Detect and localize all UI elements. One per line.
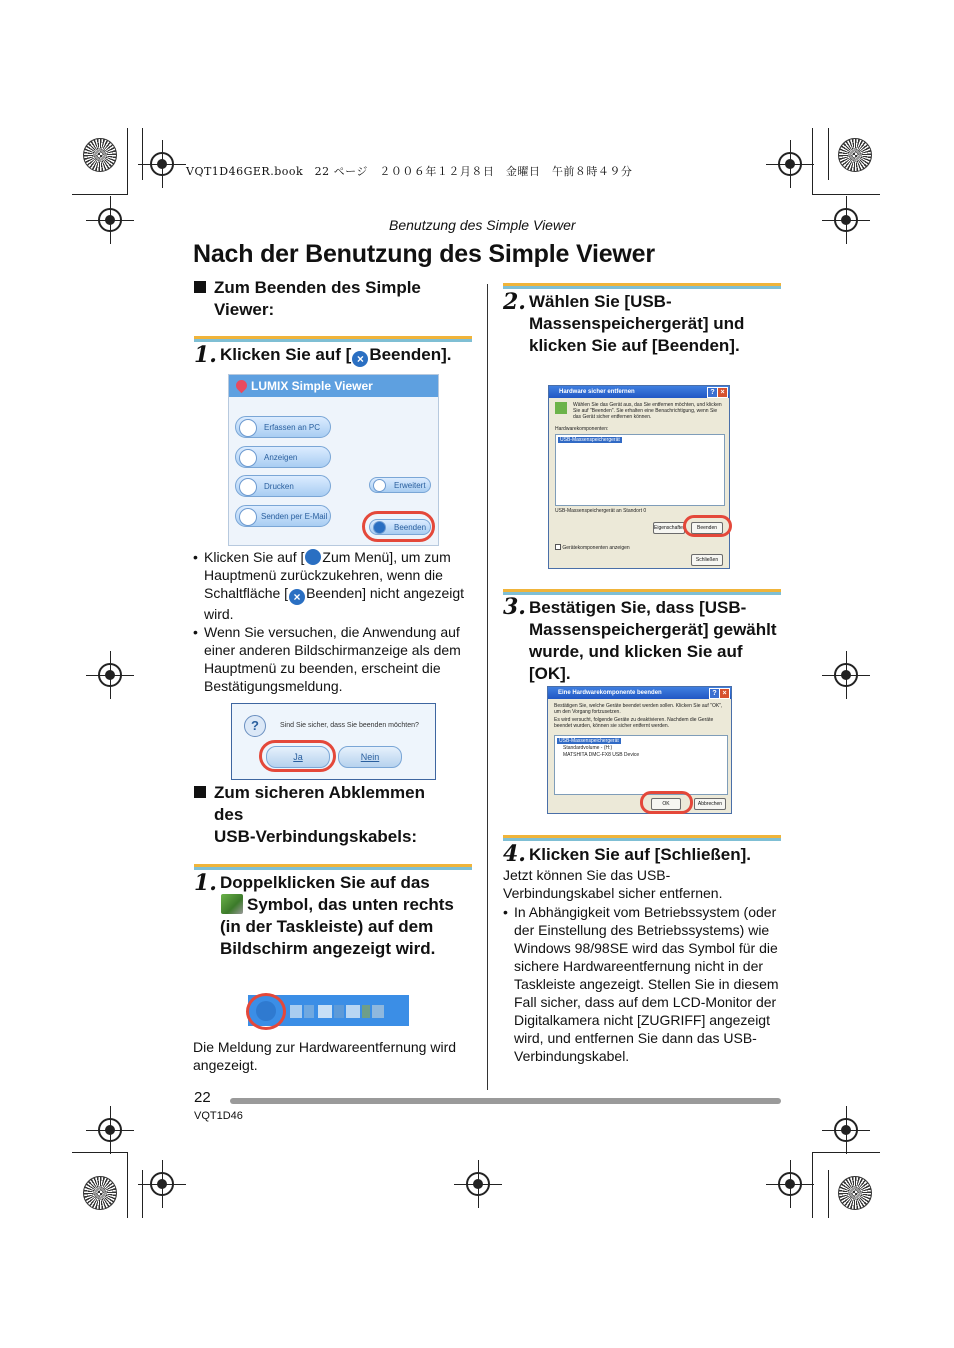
list-item-usb-storage[interactable]: USB-Massenspeichergerät <box>560 437 620 443</box>
view-button[interactable]: Anzeigen <box>235 446 331 468</box>
paper-plane-icon <box>239 508 257 526</box>
section-heading-usb: Zum sicheren Abklemmen des USB-Verbindungskabels: <box>194 782 464 848</box>
registration-mark-icon <box>834 1118 858 1142</box>
tree-item[interactable]: USB-Massenspeichergerät <box>559 738 619 744</box>
safely-remove-dialog <box>548 385 730 569</box>
help-button[interactable]: ? <box>709 688 720 699</box>
properties-button[interactable]: Eigenschaften <box>653 522 685 534</box>
no-button[interactable]: Nein <box>338 746 402 768</box>
images-icon <box>239 449 257 467</box>
step-3-instruction: Bestätigen Sie, dass [USB-Massenspeichergerät] gewählt wurde, und klicken Sie auf [OK]. <box>529 598 777 683</box>
registration-mark-icon <box>150 1172 174 1196</box>
step-number: 3. <box>503 594 526 620</box>
section-rule <box>194 336 472 342</box>
tree-item[interactable]: MATSHITA DMC-FX8 USB Device <box>563 752 640 758</box>
globe-icon <box>373 479 386 492</box>
close-window-button[interactable]: × <box>717 387 728 398</box>
dialog-description: Bestätigen Sie, welche Geräte beendet werden sollen. Klicken Sie auf "OK", um den Vorgang fortzusetzen. <box>554 703 723 715</box>
print-button[interactable]: Drucken <box>235 475 331 497</box>
close-button[interactable]: Schließen <box>691 554 723 566</box>
color-target-icon <box>838 138 872 172</box>
cancel-button[interactable]: Abbrechen <box>694 798 726 810</box>
footer-bar <box>230 1098 781 1104</box>
registration-mark-icon <box>98 663 122 687</box>
section-rule <box>503 283 781 289</box>
registration-mark-icon <box>778 1172 802 1196</box>
highlight-ring <box>640 791 693 814</box>
confirm-question: Sind Sie sicher, dass Sie beenden möchten? <box>280 722 419 729</box>
registration-mark-icon <box>150 152 174 176</box>
highlight-ring <box>259 740 336 772</box>
device-location: USB-Massenspeichergerät an Standort 0 <box>555 508 647 514</box>
dialog-title: Eine Hardwarekomponente beenden <box>558 690 662 696</box>
printer-icon <box>239 478 257 496</box>
step-number: 1. <box>194 342 217 368</box>
send-email-button[interactable]: Senden per E-Mail <box>235 505 331 527</box>
capture-to-pc-button[interactable]: Erfassen an PC <box>235 416 331 438</box>
ok-button[interactable]: OK <box>651 798 681 810</box>
note-item: • Wenn Sie versuchen, die Anwendung auf einer anderen Bildschirmanzeige als dem Hauptmenü zu beenden, erscheint die Bestätigungsmeldung. <box>193 623 473 695</box>
page-title: Nach der Benutzung des Simple Viewer <box>193 240 655 268</box>
question-icon: ? <box>244 715 266 737</box>
show-components-checkbox[interactable]: Gerätekomponenten anzeigen <box>555 544 630 551</box>
step-4-body: Jetzt können Sie das USB-Verbindungskabel sicher entfernen. <box>503 867 723 901</box>
dialog-description: Wählen Sie das Gerät aus, das Sie entfernen möchten, und klicken Sie auf "Beenden". Sie erhalten eine Benachrichtigung, wenn Sie das Gerät sicher entfernen können. <box>573 402 722 420</box>
dialog-title: Hardware sicher entfernen <box>559 389 635 395</box>
notes-list <box>193 548 473 695</box>
extended-button[interactable]: Erweitert <box>369 477 431 493</box>
color-target-icon <box>83 138 117 172</box>
step-number: 2. <box>503 289 526 315</box>
menu-icon <box>305 549 321 565</box>
confirm-dialog <box>231 703 436 780</box>
registration-mark-icon <box>834 208 858 232</box>
column-divider <box>487 284 488 1090</box>
hardware-icon <box>555 402 567 414</box>
color-target-icon <box>83 1176 117 1210</box>
help-button[interactable]: ? <box>707 387 718 398</box>
stop-button[interactable]: Beenden <box>691 522 723 534</box>
step-1-instruction: Klicken Sie auf [ × Beenden]. <box>220 345 452 366</box>
notes-list <box>503 903 781 1065</box>
list-label: Hardwarekomponenten: <box>555 426 609 432</box>
registration-mark-icon <box>778 152 802 176</box>
device-tree[interactable] <box>554 735 728 795</box>
taskbar-caption: Die Meldung zur Hardwareentfernung wird angezeigt. <box>193 1039 457 1073</box>
registration-mark-icon <box>98 208 122 232</box>
step-1-usb-instruction: Doppelklicken Sie auf das Symbol, das unten rechts (in der Taskleiste) auf dem Bildschirm angezeigt wird. <box>220 873 454 958</box>
color-target-icon <box>838 1176 872 1210</box>
dialog-description-2: Es wird versucht, folgende Geräte zu deaktivieren. Nachdem die Geräte beendet wurden, können sie sicher entfernt werden. <box>554 717 714 729</box>
highlight-ring <box>362 511 435 542</box>
close-window-button[interactable]: × <box>719 688 730 699</box>
highlight-ring <box>683 515 732 537</box>
hardware-list[interactable] <box>555 434 725 506</box>
tree-item[interactable]: Standardvolume - (H:) <box>563 745 613 751</box>
page-number: 22 <box>194 1089 211 1106</box>
step-number: 1. <box>194 870 217 896</box>
registration-mark-icon <box>834 663 858 687</box>
step-number: 4. <box>503 841 526 867</box>
note-item: • Klicken Sie auf [ Zum Menü], um zum Hauptmenü zurückzukehren, wenn die Schaltfläche [ × Beenden] nicht angezeigt wird. <box>193 548 473 623</box>
registration-mark-icon <box>98 1118 122 1142</box>
highlight-ring <box>246 993 286 1030</box>
close-x-icon: × <box>352 351 368 367</box>
section-rule <box>503 589 781 595</box>
print-header: VQT1D46GER.book 22 ページ ２００６年１２月８日 金曜日 午前８時４９分 <box>186 165 633 178</box>
registration-mark-icon <box>466 1172 490 1196</box>
running-head: Benutzung des Simple Viewer <box>389 217 576 233</box>
note-item: • In Abhängigkeit vom Betriebssystem (oder der Einstellung des Betriebssystems) wie Windows 98/98SE wird das Symbol für die sichere Hardwareentfernung nicht in der Taskleiste angezeigt. Stellen Sie in diesem Fall sicher, dass auf dem LCD-Monitor der Digitalkamera nicht [ZUGRIFF] angezeigt wird, und entfernen Sie dann das USB-Verbindungskabel. <box>503 903 781 1065</box>
document-code: VQT1D46 <box>194 1110 243 1122</box>
step-4-instruction: Klicken Sie auf [Schließen]. <box>529 845 752 864</box>
square-bullet-icon <box>194 281 206 293</box>
section-rule <box>503 835 781 841</box>
stop-hardware-dialog <box>547 686 732 814</box>
square-bullet-icon <box>194 786 206 798</box>
close-x-icon: × <box>289 589 305 605</box>
section-rule <box>194 864 472 870</box>
quit-button[interactable]: Beenden <box>369 519 431 535</box>
heart-logo-icon <box>234 378 250 394</box>
safely-remove-hardware-icon <box>221 894 243 914</box>
lumix-title: LUMIX Simple Viewer <box>251 379 373 393</box>
camera-icon <box>239 419 257 437</box>
step-2-instruction: Wählen Sie [USB-Massenspeichergerät] und klicken Sie auf [Beenden]. <box>529 292 745 355</box>
yes-button[interactable]: Ja <box>266 746 330 768</box>
section-heading-close: Zum Beenden des Simple Viewer: <box>194 277 464 321</box>
